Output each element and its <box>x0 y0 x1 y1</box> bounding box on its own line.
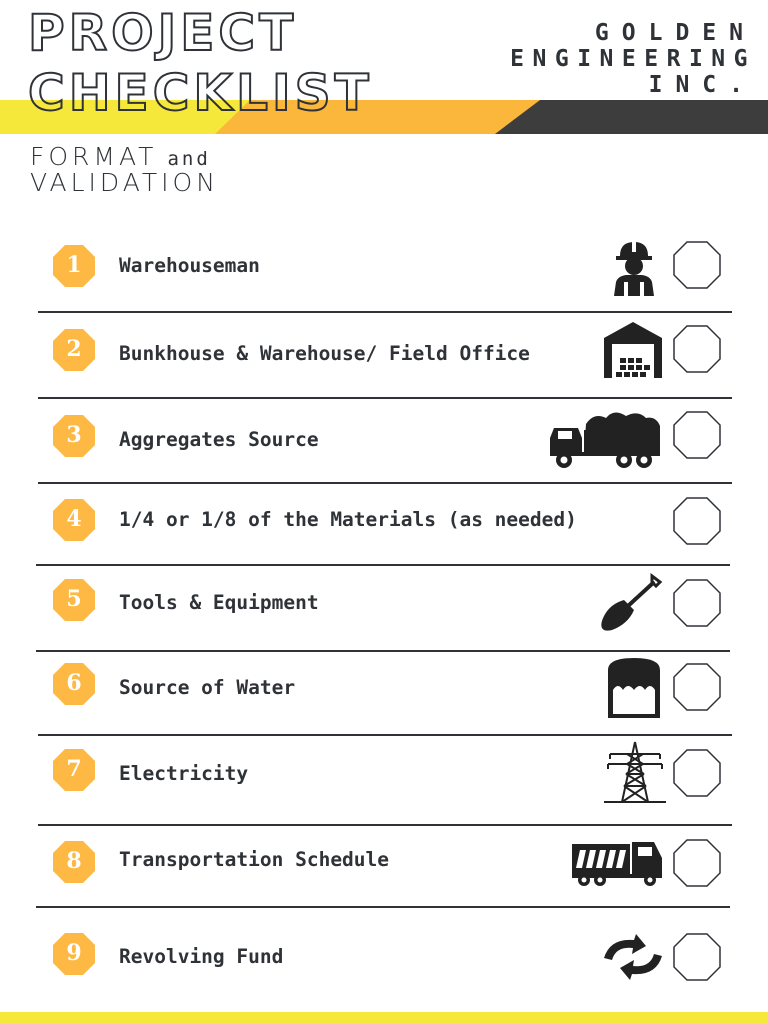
checkbox-octagon[interactable] <box>672 410 722 460</box>
item-label: Transportation Schedule <box>119 848 390 871</box>
divider-line <box>38 311 732 313</box>
divider-line <box>38 734 732 736</box>
item-label: Bunkhouse & Warehouse/ Field Office <box>119 342 530 365</box>
divider-line <box>36 906 730 908</box>
item-label: Aggregates Source <box>119 428 319 451</box>
warehouse-icon <box>602 320 664 378</box>
item-number-badge <box>52 414 96 458</box>
item-number: 5 <box>66 586 82 612</box>
item-number: 8 <box>66 848 82 874</box>
item-number-badge <box>52 748 96 792</box>
checklist-item-4 <box>36 494 732 550</box>
item-label: Revolving Fund <box>119 945 284 968</box>
checkbox-octagon[interactable] <box>672 838 722 888</box>
subtitle-validation: VALIDATION <box>30 168 219 197</box>
footer-bar <box>0 1012 768 1024</box>
checkbox-octagon[interactable] <box>672 324 722 374</box>
power-tower-icon <box>600 740 670 806</box>
item-label: Warehouseman <box>119 254 260 277</box>
item-number: 7 <box>66 756 82 782</box>
title-project: PROJECT <box>28 4 298 62</box>
checklist-item-5 <box>36 576 732 636</box>
item-label: Tools & Equipment <box>119 591 319 614</box>
item-number-badge <box>52 840 96 884</box>
divider-line <box>38 397 732 399</box>
item-number: 9 <box>66 940 82 966</box>
company-name-line1: GOLDEN <box>594 20 756 46</box>
checklist-item-2 <box>36 322 732 382</box>
item-number-badge <box>52 932 96 976</box>
cargo-truck-icon <box>570 838 664 888</box>
checkbox-octagon[interactable] <box>672 240 722 290</box>
checklist-item-7 <box>36 744 732 806</box>
checkbox-octagon[interactable] <box>672 932 722 982</box>
title-checklist: CHECKLIST <box>28 64 373 122</box>
item-label: Electricity <box>119 762 249 785</box>
subtitle-format <box>30 144 211 169</box>
item-number-badge <box>52 578 96 622</box>
checklist-item-6 <box>36 660 732 722</box>
divider-line <box>36 650 730 652</box>
item-number-badge <box>52 498 96 542</box>
item-number-badge <box>52 328 96 372</box>
checkbox-octagon[interactable] <box>672 496 722 546</box>
item-number: 3 <box>66 422 82 448</box>
subtitle-format-word: FORMAT <box>30 142 158 171</box>
item-number: 6 <box>66 670 82 696</box>
shovel-icon <box>598 572 664 634</box>
item-number-badge <box>52 244 96 288</box>
water-tank-icon <box>606 656 662 720</box>
checkbox-octagon[interactable] <box>672 578 722 628</box>
item-number: 4 <box>66 506 82 532</box>
checklist-item-1 <box>36 240 732 300</box>
item-number: 2 <box>66 336 82 362</box>
subtitle-and: and <box>167 148 211 170</box>
checkbox-octagon[interactable] <box>672 748 722 798</box>
worker-icon <box>608 238 660 296</box>
revolving-arrows-icon <box>600 932 666 982</box>
divider-line <box>38 824 732 826</box>
divider-line <box>36 564 730 566</box>
divider-line <box>38 482 732 484</box>
item-number-badge <box>52 662 96 706</box>
checkbox-octagon[interactable] <box>672 662 722 712</box>
company-name-line2: ENGINEERING <box>510 46 756 72</box>
item-label: Source of Water <box>119 676 296 699</box>
checklist-item-8 <box>36 834 732 894</box>
item-number: 1 <box>66 252 82 278</box>
item-label: 1/4 or 1/8 of the Materials (as needed) <box>119 508 577 531</box>
company-name-line3: INC. <box>648 72 756 98</box>
dump-truck-icon <box>548 408 664 470</box>
checklist-item-9 <box>36 930 732 990</box>
checklist-item-3 <box>36 408 732 468</box>
